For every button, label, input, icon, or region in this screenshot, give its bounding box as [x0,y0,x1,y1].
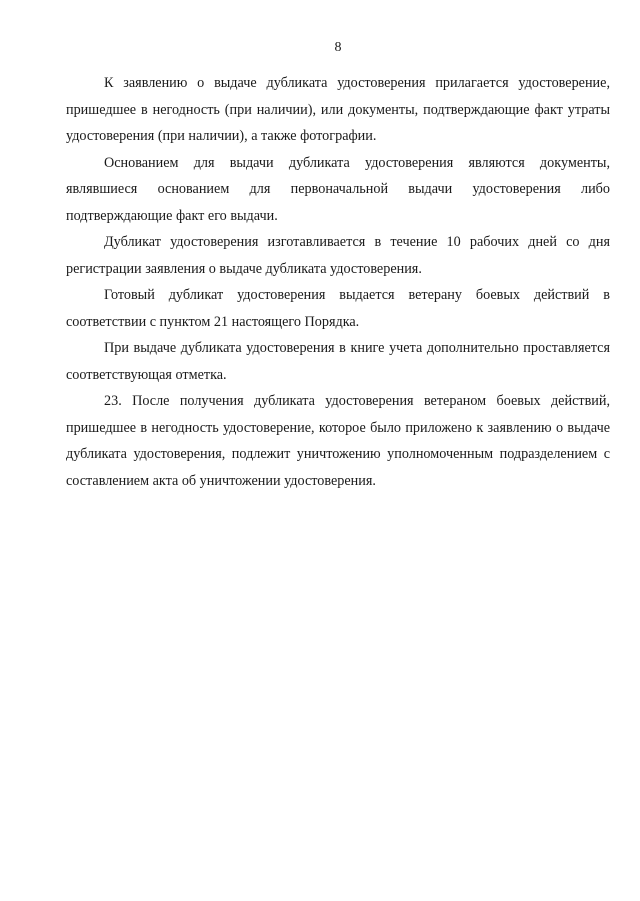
page-number: 8 [334,40,342,55]
paragraph-item-23: 23. После получения дубликата удостоверения ветераном боевых действий, пришедшее в негодность удостоверение, которое было приложено к заявлению о выдаче дубликата удостоверения, подлежит уничтожению уполномоченным подразделением с составлением акта об уничтожении удостоверения. [66,393,610,489]
paragraph-attachment-requirements: К заявлению о выдаче дубликата удостоверения прилагается удостоверение, пришедшее в негодность (при наличии), или документы, подтверждающие факт утраты удостоверения (при наличии), а также фотографии. [66,75,610,144]
document-body [66,70,610,494]
paragraph-issuance: Готовый дубликат удостоверения выдается ветерану боевых действий в соответствии с пунктом 21 настоящего Порядка. [66,287,610,330]
paragraph-grounds-for-issue: Основанием для выдачи дубликата удостоверения являются документы, являвшиеся основанием для первоначальной выдачи удостоверения либо подтверждающие факт его выдачи. [66,154,610,224]
paragraph-production-term: Дубликат удостоверения изготавливается в течение 10 рабочих дней со дня регистрации заявления о выдаче дубликата удостоверения. [66,234,610,277]
paragraph-registry-mark: При выдаче дубликата удостоверения в книге учета дополнительно проставляется соответствующая отметка. [66,340,610,383]
